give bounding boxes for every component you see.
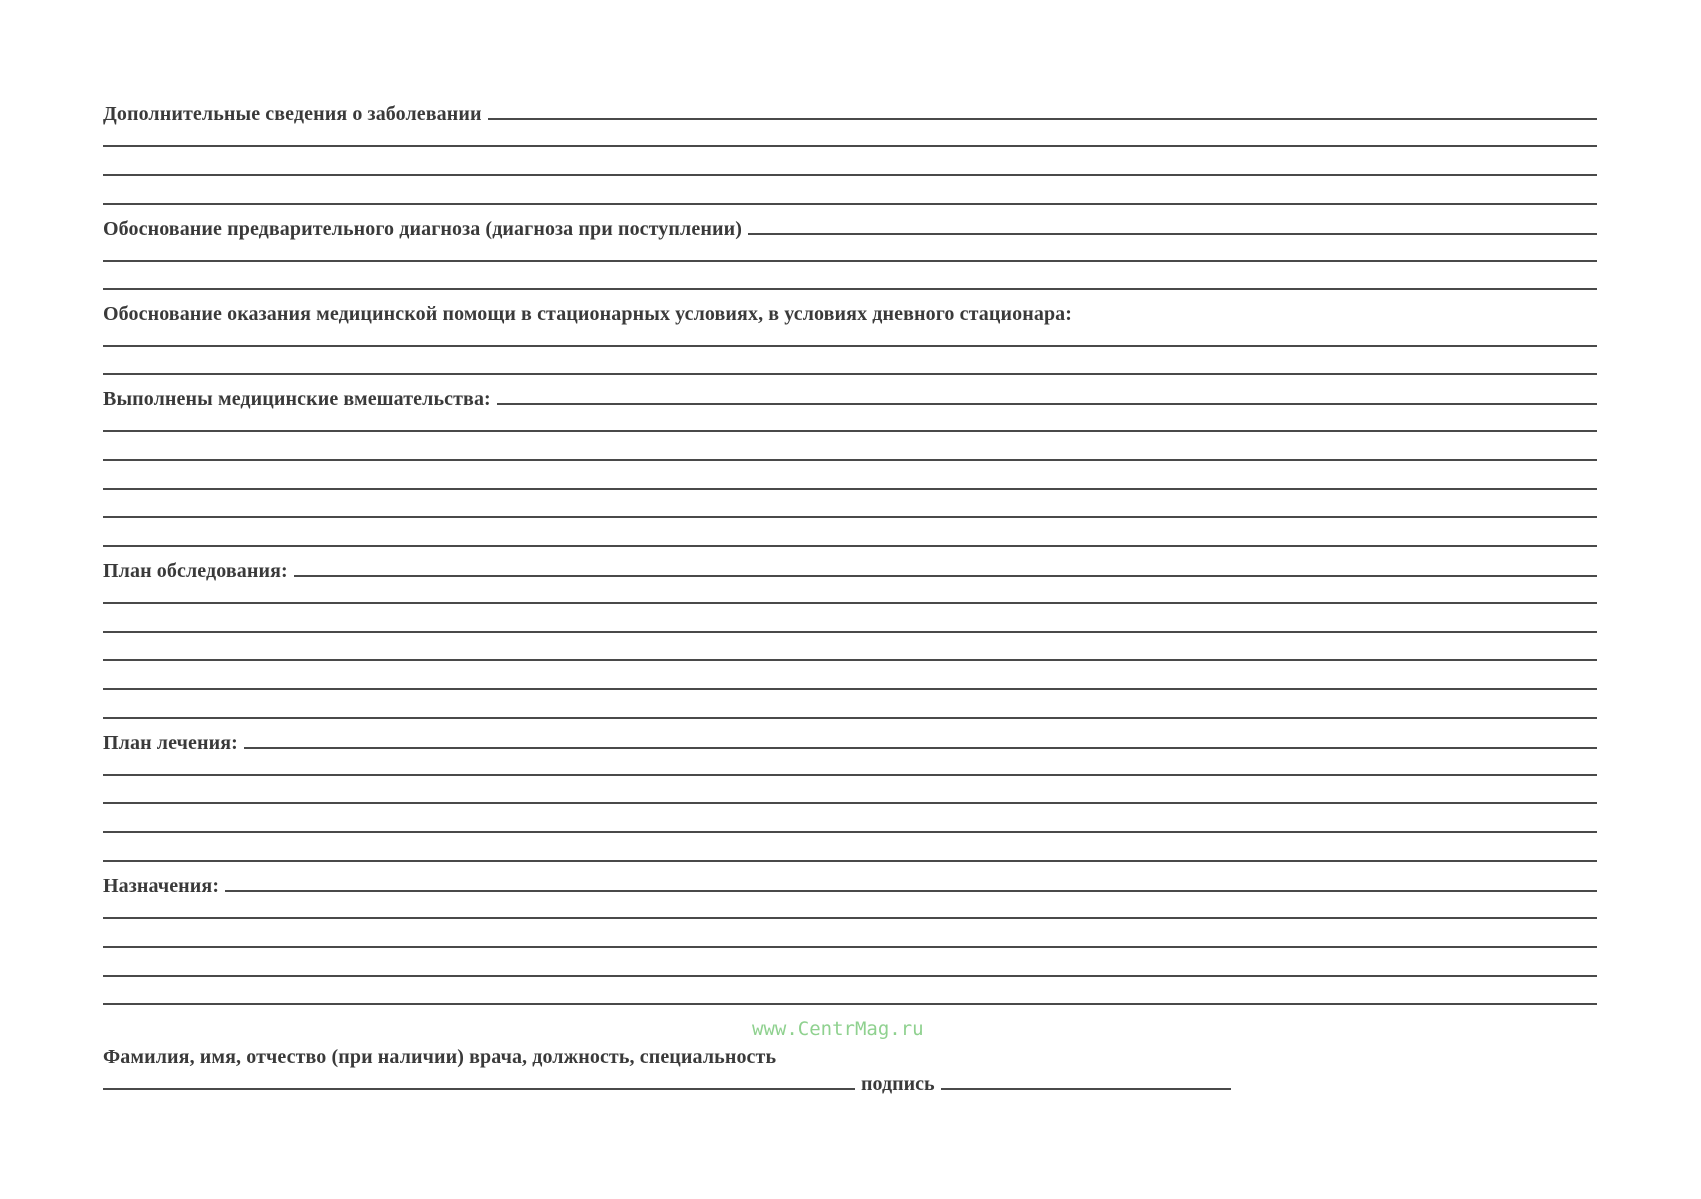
examination-plan-line[interactable] bbox=[103, 688, 1597, 690]
examination-plan-field[interactable] bbox=[294, 575, 1597, 577]
disease-info-line[interactable] bbox=[103, 203, 1597, 205]
examination-plan-line[interactable] bbox=[103, 631, 1597, 633]
watermark: www.CentrMag.ru bbox=[752, 1018, 924, 1040]
doctor-label: Фамилия, имя, отчество (при наличии) врача, должность, специальность bbox=[103, 1046, 777, 1068]
preliminary-diagnosis-line[interactable] bbox=[103, 260, 1597, 262]
preliminary-diagnosis-field[interactable] bbox=[748, 233, 1597, 235]
signature-row bbox=[103, 1074, 1231, 1094]
doctor-name-field[interactable] bbox=[103, 1088, 855, 1090]
inpatient-care-line[interactable] bbox=[103, 373, 1597, 375]
signature-label: подпись bbox=[861, 1073, 935, 1095]
interventions-field[interactable] bbox=[497, 403, 1597, 405]
treatment-plan-field[interactable] bbox=[244, 747, 1597, 749]
signature-field[interactable] bbox=[941, 1088, 1231, 1090]
treatment-plan-line[interactable] bbox=[103, 860, 1597, 862]
examination-plan-line[interactable] bbox=[103, 717, 1597, 719]
interventions-line[interactable] bbox=[103, 459, 1597, 461]
interventions-label: Выполнены медицинские вмешательства: bbox=[103, 388, 491, 410]
prescriptions-label: Назначения: bbox=[103, 875, 220, 897]
prescriptions-line[interactable] bbox=[103, 1003, 1597, 1005]
treatment-plan-line[interactable] bbox=[103, 802, 1597, 804]
examination-plan-row[interactable] bbox=[103, 561, 1597, 581]
preliminary-diagnosis-row[interactable] bbox=[103, 219, 1597, 239]
examination-plan-line[interactable] bbox=[103, 602, 1597, 604]
prescriptions-line[interactable] bbox=[103, 975, 1597, 977]
prescriptions-row[interactable] bbox=[103, 876, 1597, 896]
interventions-line[interactable] bbox=[103, 430, 1597, 432]
disease-info-row[interactable] bbox=[103, 104, 1597, 124]
preliminary-diagnosis-label: Обоснование предварительного диагноза (диагноза при поступлении) bbox=[103, 218, 742, 240]
prescriptions-field[interactable] bbox=[225, 890, 1597, 892]
interventions-line[interactable] bbox=[103, 488, 1597, 490]
preliminary-diagnosis-line[interactable] bbox=[103, 288, 1597, 290]
examination-plan-label: План обследования: bbox=[103, 560, 288, 582]
treatment-plan-row[interactable] bbox=[103, 733, 1597, 753]
inpatient-care-label: Обоснование оказания медицинской помощи в стационарных условиях, в условиях дневного стационара: bbox=[103, 303, 1073, 325]
interventions-line[interactable] bbox=[103, 545, 1597, 547]
disease-info-line[interactable] bbox=[103, 145, 1597, 147]
treatment-plan-line[interactable] bbox=[103, 831, 1597, 833]
disease-info-line[interactable] bbox=[103, 174, 1597, 176]
disease-info-field[interactable] bbox=[488, 118, 1597, 120]
prescriptions-line[interactable] bbox=[103, 946, 1597, 948]
treatment-plan-label: План лечения: bbox=[103, 732, 238, 754]
prescriptions-line[interactable] bbox=[103, 917, 1597, 919]
disease-info-label: Дополнительные сведения о заболевании bbox=[103, 103, 482, 125]
inpatient-care-line[interactable] bbox=[103, 345, 1597, 347]
interventions-row[interactable] bbox=[103, 389, 1597, 409]
examination-plan-line[interactable] bbox=[103, 659, 1597, 661]
interventions-line[interactable] bbox=[103, 516, 1597, 518]
treatment-plan-line[interactable] bbox=[103, 774, 1597, 776]
